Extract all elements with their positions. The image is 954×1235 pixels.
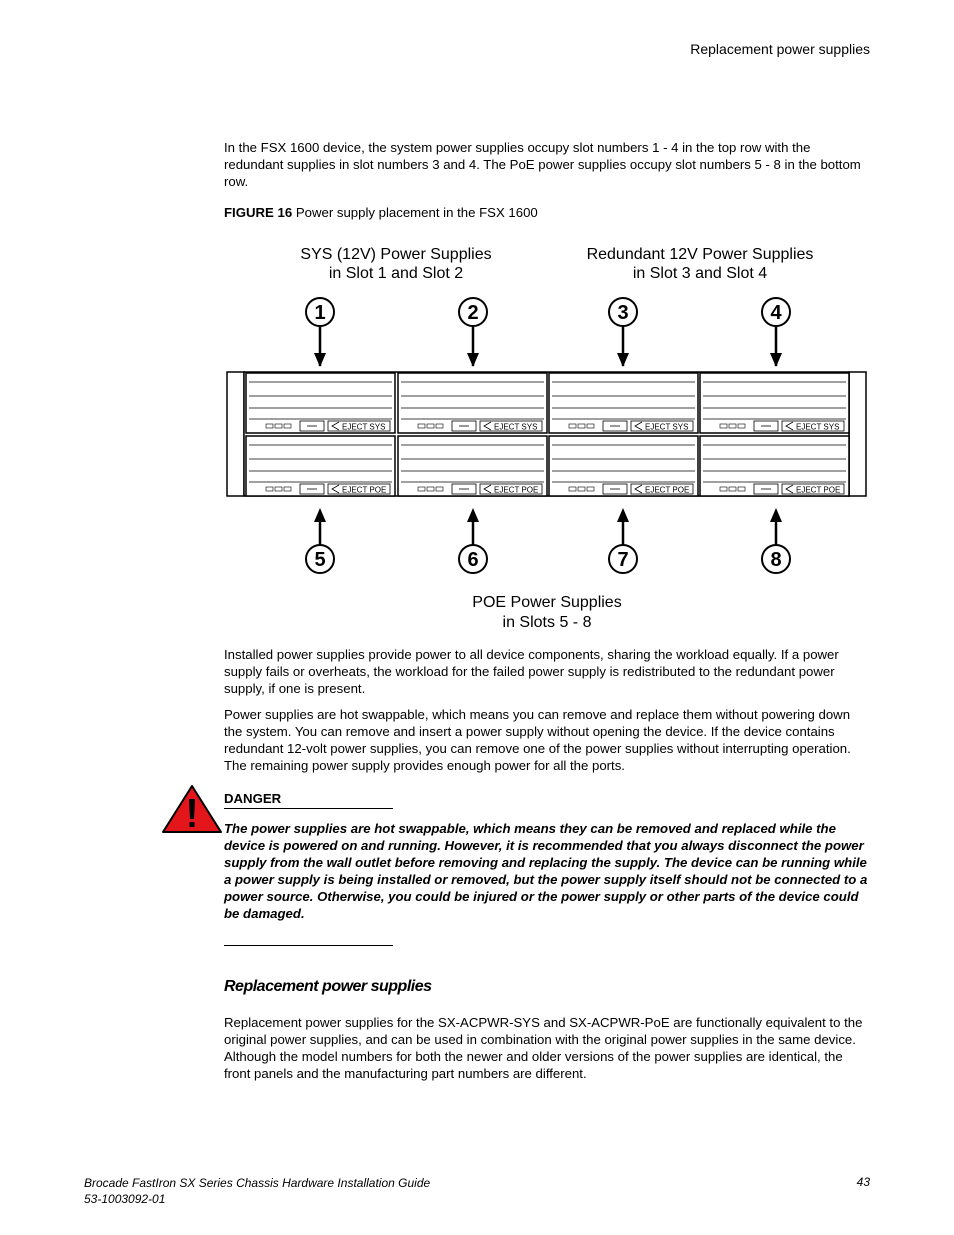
- redundant-label-line2: in Slot 3 and Slot 4: [632, 265, 768, 282]
- footer-title: Brocade FastIron SX Series Chassis Hardware Installation Guide: [84, 1176, 431, 1190]
- power-supply-figure: [222, 238, 870, 638]
- psu-slot-8: [700, 436, 849, 496]
- psu-slot-2: [398, 373, 547, 433]
- svg-text:5: 5: [314, 549, 326, 571]
- figure-caption: [224, 205, 538, 220]
- psu-slot-4: [700, 373, 849, 433]
- running-header: Replacement power supplies: [690, 41, 870, 57]
- page-number: 43: [856, 1175, 870, 1189]
- slot-callout-5: [306, 508, 334, 573]
- footer-doc-number: 53-1003092-01: [84, 1192, 166, 1206]
- danger-bottom-rule: [224, 945, 393, 946]
- poe-label-line2: in Slots 5 - 8: [502, 614, 592, 631]
- danger-top-rule: [224, 808, 393, 809]
- svg-text:7: 7: [617, 549, 629, 571]
- slot-callout-7: [609, 508, 637, 573]
- poe-label-line1: POE Power Supplies: [472, 594, 622, 611]
- danger-text: The power supplies are hot swappable, which means they can be removed and replaced while the device is powered on and running. However, it is recommended that you always disconnect the power supply from the wall outlet before removing and replacing the supply. The device can be running while a power supply is being installed or removed, but the power supply itself should not be connected to a power source. Otherwise, you could be injured or the power supply or other parts of the device could be damaged.: [224, 821, 868, 921]
- svg-text:EJECT POE: EJECT POE: [796, 485, 841, 495]
- psu-slot-3: [549, 373, 698, 433]
- psu-slot-6: [398, 436, 547, 496]
- slot-callout-8: [762, 508, 790, 573]
- svg-text:EJECT SYS: EJECT SYS: [796, 422, 840, 432]
- slot-callout-3: [609, 298, 637, 367]
- svg-text:EJECT SYS: EJECT SYS: [342, 422, 386, 432]
- footer-left: [84, 1175, 430, 1207]
- svg-text:EJECT POE: EJECT POE: [494, 485, 539, 495]
- danger-label: DANGER: [224, 791, 282, 806]
- body-paragraph-2: Power supplies are hot swappable, which means you can remove and replace them without powering down the system. You can remove and insert a power supply without opening the device. If the device contains redundant 12-volt power supplies, you can remove one of the power supplies without interrupting operation. The remaining power supply provides enough power for all the ports.: [224, 707, 851, 773]
- intro-paragraph: In the FSX 1600 device, the system power supplies occupy slot numbers 1 - 4 in the top row with the redundant supplies in slot numbers 3 and 4. The PoE power supplies occupy slot numbers 5 - 8 in the bottom row.: [224, 140, 861, 189]
- slot-callout-2: [459, 298, 487, 367]
- svg-text:EJECT POE: EJECT POE: [342, 485, 387, 495]
- psu-slot-1: [246, 373, 395, 433]
- svg-text:EJECT POE: EJECT POE: [645, 485, 690, 495]
- svg-text:3: 3: [617, 302, 629, 324]
- body-paragraph-1: Installed power supplies provide power to all device components, sharing the workload equally. If a power supply fails or overheats, the workload for the failed power supply is redistributed to the redundant power supply, if one is present.: [224, 647, 839, 696]
- svg-text:4: 4: [770, 302, 782, 324]
- slot-callout-4: [762, 298, 790, 367]
- svg-text:1: 1: [314, 302, 326, 324]
- danger-warning-icon: [161, 784, 223, 834]
- psu-slot-5: [246, 436, 395, 496]
- svg-text:2: 2: [467, 302, 479, 324]
- svg-text:6: 6: [467, 549, 479, 571]
- svg-text:EJECT SYS: EJECT SYS: [494, 422, 538, 432]
- slot-callout-6: [459, 508, 487, 573]
- section-paragraph: Replacement power supplies for the SX-ACPWR-SYS and SX-ACPWR-PoE are functionally equivalent to the original power supplies, and can be used in combination with the original power supplies in the same device. Although the model numbers for both the newer and older versions of the power supplies are identical, the front panels and the manufacturing part numbers are different.: [224, 1015, 863, 1081]
- psu-slot-7: [549, 436, 698, 496]
- slot-callout-1: [306, 298, 334, 367]
- section-heading: Replacement power supplies: [224, 978, 432, 995]
- figure-caption-text: Power supply placement in the FSX 1600: [295, 205, 538, 220]
- sys-label-line2: in Slot 1 and Slot 2: [328, 265, 464, 282]
- svg-text:EJECT SYS: EJECT SYS: [645, 422, 689, 432]
- svg-text:8: 8: [770, 549, 782, 571]
- redundant-label-line1: Redundant 12V Power Supplies: [586, 246, 814, 263]
- figure-label: FIGURE 16: [224, 205, 293, 220]
- sys-label-line1: SYS (12V) Power Supplies: [300, 246, 492, 263]
